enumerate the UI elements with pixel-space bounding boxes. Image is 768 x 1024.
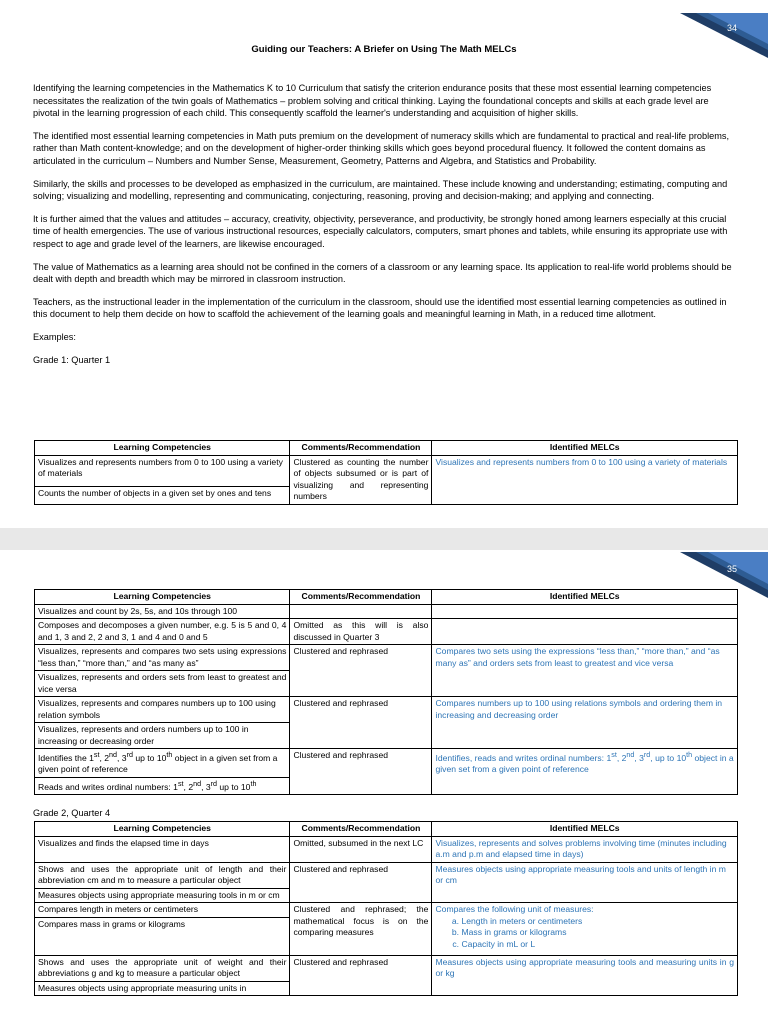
competency-cell: Identifies the 1st, 2nd, 3rd up to 10th object in a given set from a given point of reference [35,749,290,778]
competency-cell: Visualizes and finds the elapsed time in days [35,836,290,862]
table-row [35,619,738,645]
table-header-row [35,822,738,837]
table-header-row [35,441,738,456]
competency-cell: Visualizes, represents and compares numbers up to 100 using relation symbols [35,697,290,723]
competency-cell: Measures objects using appropriate measuring units in [35,981,290,996]
header-comments: Comments/Recommendation [290,822,432,837]
competency-cell: Counts the number of objects in a given set by ones and tens [35,486,290,504]
comment-cell: Omitted, subsumed in the next LC [290,836,432,862]
header-comments: Comments/Recommendation [290,441,432,456]
table-row [35,862,738,888]
competency-cell: Visualizes and count by 2s, 5s, and 10s through 100 [35,604,290,619]
paragraph: It is further aimed that the values and attitudes – accuracy, creativity, objectivity, perseverance, and productivity, be strongly honed among learners especially at this crucial time of health emergencies. The use of various instructional resources, especially calculators, computers, smart phones and tablets, while ensuring its appropriate use with respect to age and grade level of the learners, are likewise encouraged. [33,213,728,249]
comment-cell: Clustered and rephrased [290,749,432,795]
competency-cell: Visualizes, represents and orders sets from least to greatest and vice versa [35,671,290,697]
melc-cell: Identifies, reads and writes ordinal numbers: 1st, 2nd, 3rd, up to 10th object in a given set from a given point of reference [432,749,738,795]
competency-cell: Shows and uses the appropriate unit of length and their abbreviation cm and m to measure a particular object [35,862,290,888]
melc-cell [432,619,738,645]
header-learning-competencies: Learning Competencies [35,441,290,456]
competency-cell: Composes and decomposes a given number, e.g. 5 is 5 and 0, 4 and 1, 3 and 2, 2 and 3, 1 and 4 and 0 and 5 [35,619,290,645]
table-row [35,645,738,671]
list-item: c. Capacity in mL or L [461,939,734,951]
paragraph: Similarly, the skills and processes to be developed as emphasized in the curriculum, are maintained. These include knowing and understanding; estimating, computing and solving; visualizing and modelling, representing and communicating, conjecturing, reasoning, proving and decision-making; and applying and connecting. [33,178,728,202]
melc-cell: Compares the following unit of measures: a. Length in meters or centimeters b. Mass in grams or kilograms c. Capacity in mL or L [432,903,738,956]
header-melcs: Identified MELCs [432,441,738,456]
list-item: a. Length in meters or centimeters [461,916,734,928]
competency-cell: Shows and uses the appropriate unit of weight and their abbreviations g and kg to measure a particular object [35,955,290,981]
page-number: 34 [727,23,738,33]
competency-cell: Measures objects using appropriate measuring tools in m or cm [35,888,290,903]
comment-cell: Clustered and rephrased [290,955,432,996]
page-number: 35 [727,564,738,574]
table-row [35,903,738,918]
table-row [35,604,738,619]
competency-cell: Compares mass in grams or kilograms [35,917,290,955]
grade-label: Grade 2, Quarter 4 [33,808,111,818]
table-row [35,455,738,486]
melc-cell: Measures objects using appropriate measuring tools and measuring units in g or kg [432,955,738,996]
header-comments: Comments/Recommendation [290,590,432,605]
melc-cell: Visualizes and represents numbers from 0 to 100 using a variety of materials [432,455,738,504]
comment-cell: Clustered and rephrased [290,862,432,903]
list-item: b. Mass in grams or kilograms [461,927,734,939]
comment-cell: Clustered and rephrased [290,645,432,697]
grade-label: Grade 1: Quarter 1 [33,354,111,365]
melc-cell: Compares two sets using the expressions “less than,” “more than,” and “as many as” and orders sets from least to greatest and vice versa [432,645,738,697]
comment-cell: Clustered and rephrased [290,697,432,749]
melc-cell: Measures objects using appropriate measuring tools and units of length in m or cm [432,862,738,903]
table-row [35,749,738,778]
melc-cell [432,604,738,619]
grade2-q4-table [34,821,738,996]
table-header-row [35,590,738,605]
table-row [35,955,738,981]
paragraph: The identified most essential learning competencies in Math puts premium on the development of numeracy skills which are fundamental to practical and real-life problems, rather than Math content-knowledge; and on the development of higher-order thinking skills which goes beyond procedural fluency. It followed the content domains as articulated in the curriculum – Numbers and Number Sense, Measurement, Geometry, Patterns and Algebra, and Statistics and Probability. [33,130,730,166]
comment-cell: Clustered and rephrased; the mathematical focus is on the comparing measures [290,903,432,956]
body-text [33,82,735,376]
comment-cell: Clustered as counting the number of objects subsumed or is part of visualizing and representing numbers [290,455,432,504]
competency-cell: Compares length in meters or centimeters [35,903,290,918]
melc-cell: Compares numbers up to 100 using relations symbols and ordering them in increasing and decreasing order [432,697,738,749]
competency-cell: Reads and writes ordinal numbers: 1st, 2nd, 3rd up to 10th [35,777,290,794]
grade1-q1-table [34,440,738,505]
paragraph: The value of Mathematics as a learning area should not be confined in the corners of a classroom or any learning space. Its application to real-life world problems should be dealt with depth and breadth which may be mirrored in classroom instruction. [33,261,732,285]
melc-cell: Visualizes, represents and solves problems involving time (minutes including a.m and p.m and elapsed time in days) [432,836,738,862]
document-page-35 [0,550,768,1024]
comment-cell [290,604,432,619]
competency-cell: Visualizes, represents and compares two sets using expressions “less than,” “more than,” and “as many as” [35,645,290,671]
competency-cell: Visualizes, represents and orders numbers up to 100 in increasing or decreasing order [35,723,290,749]
paragraph: Teachers, as the instructional leader in the implementation of the curriculum in the classroom, should use the identified most essential learning competencies as outlined in this document to help them decide on how to scaffold the achievement of the learning goals and meaningful learning in Math, in a reduced time allotment. [33,296,727,320]
header-melcs: Identified MELCs [432,590,738,605]
header-learning-competencies: Learning Competencies [35,590,290,605]
table-row [35,836,738,862]
header-melcs: Identified MELCs [432,822,738,837]
examples-label: Examples: [33,331,76,342]
grade1-q1-table-continued [34,589,738,795]
paragraph: Identifying the learning competencies in the Mathematics K to 10 Curriculum that satisfy the criterion endurance posits that these most essential learning competencies necessitates the realization of the twin goals of Mathematics – problem solving and critical thinking. Laying the foundational concepts and skills at each grade level are pivotal in the learning progression of each child. This consequently scaffold the learner's understanding and acquisition of higher skills. [33,83,712,119]
table-row [35,697,738,723]
page-title: Guiding our Teachers: A Briefer on Using The Math MELCs [251,44,517,55]
competency-cell: Visualizes and represents numbers from 0 to 100 using a variety of materials [35,455,290,486]
header-learning-competencies: Learning Competencies [35,822,290,837]
comment-cell: Omitted as this will is also discussed in Quarter 3 [290,619,432,645]
